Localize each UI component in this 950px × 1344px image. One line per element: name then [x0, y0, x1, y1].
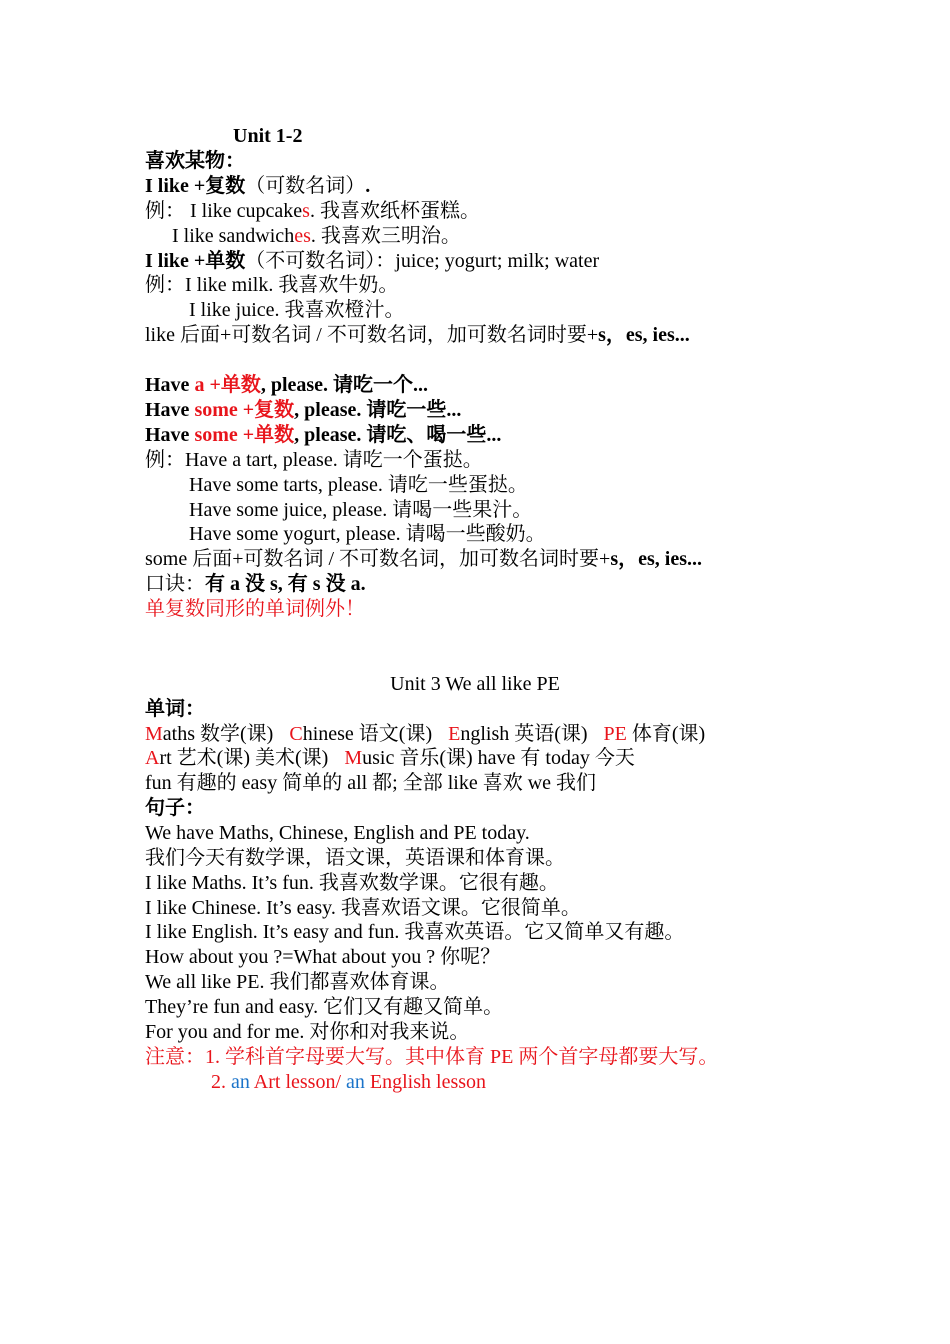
have-rule-some-plural: Have some +复数, please. 请吃一些... — [145, 399, 462, 421]
example-juice: I like juice. 我喜欢橙汁。 — [189, 299, 405, 321]
have-example-juice: Have some juice, please. 请喝一些果汁。 — [189, 499, 533, 521]
some-note: some 后面+可数名词 / 不可数名词，加可数名词时要+s，es, ies... — [145, 548, 703, 570]
sentence-5: I like English. It’s easy and fun. 我喜欢英语。它又简单又有趣。 — [145, 921, 685, 943]
mnemonic: 口诀：有 a 没 s, 有 s 没 a. — [145, 573, 366, 595]
words-row-3: fun 有趣的 easy 简单的 all 都; 全部 like 喜欢 we 我们 — [145, 772, 597, 794]
sentences-heading: 句子： — [145, 797, 205, 819]
note-capitalize: 注意：1. 学科首字母要大写。其中体育 PE 两个首字母都要大写。 — [145, 1046, 719, 1068]
unit12-title: Unit 1-2 — [233, 125, 303, 147]
sentence-3: I like Maths. It’s fun. 我喜欢数学课。它很有趣。 — [145, 872, 559, 894]
sentence-8: They’re fun and easy. 它们又有趣又简单。 — [145, 996, 504, 1018]
example-cupcakes: 例： I like cupcakes. 我喜欢纸杯蛋糕。 — [145, 200, 480, 222]
have-rule-some-singular: Have some +单数, please. 请吃、喝一些... — [145, 424, 502, 446]
sentence-4: I like Chinese. It’s easy. 我喜欢语文课。它很简单。 — [145, 897, 581, 919]
unit3-title: Unit 3 We all like PE — [390, 673, 560, 695]
have-example-tarts: Have some tarts, please. 请吃一些蛋挞。 — [189, 474, 528, 496]
rule-singular: I like +单数（不可数名词）：juice; yogurt; milk; water — [145, 250, 600, 272]
sentence-6: How about you ?=What about you ? 你呢？ — [145, 946, 501, 968]
example-sandwiches: I like sandwiches. 我喜欢三明治。 — [172, 225, 461, 247]
sentence-9: For you and for me. 对你和对我来说。 — [145, 1021, 470, 1043]
exception-note: 单复数同形的单词例外！ — [145, 598, 365, 620]
words-heading: 单词： — [145, 698, 205, 720]
words-row-1: Maths 数学(课) Chinese 语文(课) English 英语(课) PE 体育(课) — [145, 723, 706, 745]
sentence-2: 我们今天有数学课，语文课，英语课和体育课。 — [145, 847, 565, 869]
example-milk: 例：I like milk. 我喜欢牛奶。 — [145, 274, 399, 296]
have-example-tart: 例：Have a tart, please. 请吃一个蛋挞。 — [145, 449, 483, 471]
sentence-1: We have Maths, Chinese, English and PE today. — [145, 822, 530, 844]
words-row-2: Art 艺术(课) 美术(课) Music 音乐(课) have 有 today 今天 — [145, 747, 635, 769]
like-note: like 后面+可数名词 / 不可数名词，加可数名词时要+s，es, ies... — [145, 324, 690, 346]
have-rule-a: Have a +单数, please. 请吃一个... — [145, 374, 429, 396]
sentence-7: We all like PE. 我们都喜欢体育课。 — [145, 971, 450, 993]
note-an-lesson: 2. an Art lesson/ an English lesson — [211, 1071, 487, 1093]
have-example-yogurt: Have some yogurt, please. 请喝一些酸奶。 — [189, 523, 546, 545]
unit12-heading: 喜欢某物： — [145, 150, 245, 172]
rule-plural: I like +复数（可数名词）. — [145, 175, 371, 197]
